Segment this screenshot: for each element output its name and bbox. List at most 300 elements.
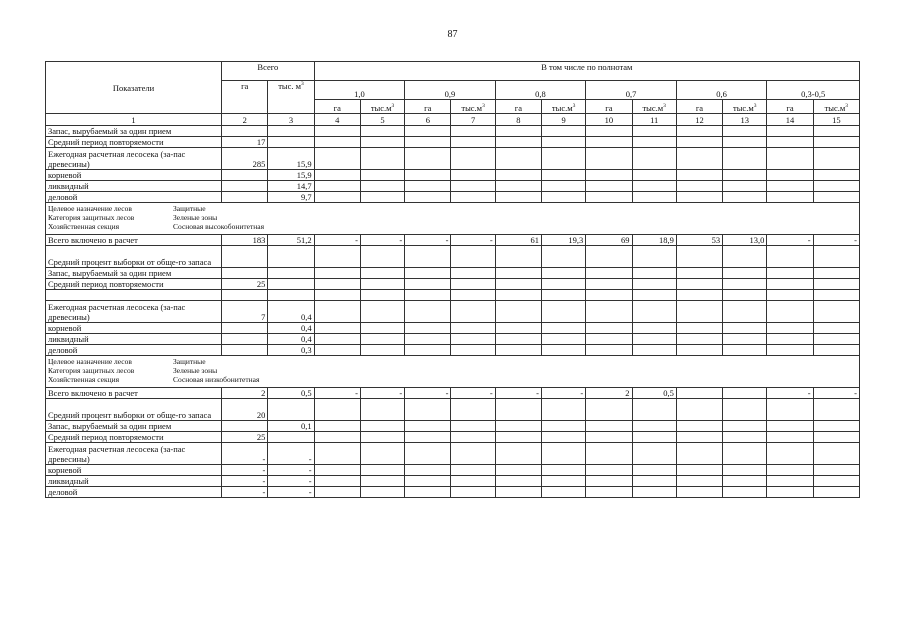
table-cell	[632, 443, 676, 465]
row-label: Запас, вырубаемый за один прием	[46, 268, 222, 279]
table-cell: 7	[222, 301, 268, 323]
table-cell	[314, 192, 360, 203]
table-cell	[360, 399, 404, 421]
table-cell	[723, 323, 767, 334]
table-cell	[767, 443, 813, 465]
table-cell	[586, 301, 632, 323]
table-cell	[767, 290, 813, 301]
table-cell: 20	[222, 399, 268, 421]
table-cell	[495, 170, 541, 181]
table-cell	[268, 126, 314, 137]
table-cell: -	[268, 443, 314, 465]
row-label: Ежегодная расчетная лесосека (за-пас древесины)	[46, 443, 222, 465]
table-cell	[723, 170, 767, 181]
table-cell: -	[222, 443, 268, 465]
table-cell	[813, 126, 859, 137]
table-cell	[360, 170, 404, 181]
table-cell	[542, 345, 586, 356]
table-cell	[268, 399, 314, 421]
table-cell	[495, 192, 541, 203]
table-cell	[723, 137, 767, 148]
section-purpose-line	[48, 204, 857, 213]
table-cell	[632, 323, 676, 334]
table-cell	[360, 487, 404, 498]
table-cell	[676, 268, 722, 279]
table-cell	[451, 246, 495, 268]
table-cell	[314, 465, 360, 476]
table-cell	[268, 137, 314, 148]
table-cell	[586, 323, 632, 334]
table-cell	[405, 137, 451, 148]
table-cell	[767, 192, 813, 203]
table-cell	[360, 126, 404, 137]
row-label: корневой	[46, 465, 222, 476]
density-header: 0,8	[495, 81, 586, 100]
table-cell	[451, 137, 495, 148]
column-number: 2	[222, 114, 268, 126]
table-cell	[632, 334, 676, 345]
table-cell	[222, 421, 268, 432]
table-cell	[360, 268, 404, 279]
table-cell	[314, 170, 360, 181]
row-label: ликвидный	[46, 476, 222, 487]
column-number: 8	[495, 114, 541, 126]
table-cell	[495, 301, 541, 323]
table-cell	[314, 421, 360, 432]
table-cell: -	[314, 235, 360, 246]
table-row	[46, 421, 860, 432]
table-cell	[451, 421, 495, 432]
table-cell: -	[222, 476, 268, 487]
section-unit-value: Сосновая высокобонитетная	[173, 222, 265, 231]
table-cell	[495, 137, 541, 148]
table-cell	[767, 148, 813, 170]
table-cell	[723, 181, 767, 192]
table-cell	[360, 432, 404, 443]
section-unit-line	[48, 222, 857, 231]
row-label: Запас, вырубаемый за один прием	[46, 126, 222, 137]
header-total-ha: га	[222, 81, 268, 114]
table-cell	[542, 137, 586, 148]
table-cell	[676, 181, 722, 192]
table-cell	[451, 268, 495, 279]
table-cell	[495, 345, 541, 356]
table-cell	[813, 148, 859, 170]
table-cell	[222, 323, 268, 334]
table-cell	[542, 443, 586, 465]
table-cell	[495, 323, 541, 334]
table-cell	[676, 279, 722, 290]
table-cell	[676, 148, 722, 170]
table-cell	[268, 432, 314, 443]
density-header: 0,3-0,5	[767, 81, 860, 100]
table-cell	[767, 476, 813, 487]
table-cell	[360, 290, 404, 301]
table-row	[46, 290, 860, 301]
table-cell	[405, 334, 451, 345]
table-cell	[542, 301, 586, 323]
table-cell	[451, 432, 495, 443]
table-cell	[767, 323, 813, 334]
table-cell	[451, 476, 495, 487]
table-cell	[813, 192, 859, 203]
table-cell	[222, 181, 268, 192]
table-row	[46, 137, 860, 148]
table-cell	[360, 476, 404, 487]
table-cell	[405, 432, 451, 443]
table-cell: 17	[222, 137, 268, 148]
table-cell	[586, 170, 632, 181]
table-cell	[586, 465, 632, 476]
table-cell: -	[268, 465, 314, 476]
section-purpose-label: Целевое назначение лесов	[48, 357, 132, 366]
table-cell: -	[314, 388, 360, 399]
table-cell	[360, 246, 404, 268]
table-cell	[222, 334, 268, 345]
table-cell	[632, 148, 676, 170]
table-cell	[405, 170, 451, 181]
table-cell	[676, 126, 722, 137]
table-cell	[632, 268, 676, 279]
table-cell	[314, 268, 360, 279]
section-category-value: Зеленые зоны	[173, 366, 218, 375]
table-cell	[813, 137, 859, 148]
table-cell: 15,9	[268, 170, 314, 181]
row-label: деловой	[46, 192, 222, 203]
table-cell: -	[495, 388, 541, 399]
table-cell	[586, 290, 632, 301]
table-cell: -	[360, 388, 404, 399]
table-cell: 69	[586, 235, 632, 246]
table-cell	[632, 465, 676, 476]
table-cell	[405, 443, 451, 465]
row-label: деловой	[46, 487, 222, 498]
table-cell	[767, 421, 813, 432]
table-cell	[268, 290, 314, 301]
table-cell	[767, 268, 813, 279]
table-cell: 0,5	[632, 388, 676, 399]
table-cell	[222, 246, 268, 268]
table-cell	[632, 345, 676, 356]
table-cell	[632, 301, 676, 323]
table-cell	[314, 487, 360, 498]
table-cell: -	[222, 465, 268, 476]
table-row	[46, 323, 860, 334]
table-cell	[542, 246, 586, 268]
table-cell	[451, 334, 495, 345]
table-cell	[632, 126, 676, 137]
table-cell: 14,7	[268, 181, 314, 192]
table-cell	[632, 279, 676, 290]
table-cell	[405, 399, 451, 421]
row-label: Ежегодная расчетная лесосека (за-пас древесины)	[46, 148, 222, 170]
density-header: 0,6	[676, 81, 767, 100]
table-cell	[676, 443, 722, 465]
table-cell	[451, 170, 495, 181]
table-cell	[542, 487, 586, 498]
table-cell	[813, 290, 859, 301]
table-row	[46, 148, 860, 170]
subheader-ha: га	[767, 100, 813, 114]
table-cell	[314, 323, 360, 334]
subheader-m3: $тыс.м^3$	[451, 100, 495, 114]
column-number: 11	[632, 114, 676, 126]
table-cell	[405, 421, 451, 432]
table-row	[46, 126, 860, 137]
table-cell	[495, 432, 541, 443]
table-cell: 18,9	[632, 235, 676, 246]
table-cell	[723, 290, 767, 301]
table-cell	[405, 192, 451, 203]
row-label: корневой	[46, 323, 222, 334]
table-cell	[767, 279, 813, 290]
table-cell	[767, 432, 813, 443]
table-cell	[586, 487, 632, 498]
section-description	[46, 356, 860, 388]
table-cell	[314, 432, 360, 443]
table-row	[46, 279, 860, 290]
row-label: Ежегодная расчетная лесосека (за-пас древесины)	[46, 301, 222, 323]
table-cell	[495, 334, 541, 345]
table-cell	[314, 345, 360, 356]
table-cell	[676, 487, 722, 498]
table-row	[46, 399, 860, 421]
table-cell	[268, 279, 314, 290]
table-cell	[723, 345, 767, 356]
table-cell	[676, 476, 722, 487]
row-label: корневой	[46, 170, 222, 181]
row-label	[46, 290, 222, 301]
table-row	[46, 465, 860, 476]
table-cell: 19,3	[542, 235, 586, 246]
table-cell	[451, 301, 495, 323]
table-cell	[586, 268, 632, 279]
table-cell	[586, 181, 632, 192]
table-cell: -	[405, 388, 451, 399]
table-cell	[767, 487, 813, 498]
table-cell: 2	[222, 388, 268, 399]
column-number: 1	[46, 114, 222, 126]
table-cell	[676, 345, 722, 356]
table-cell	[767, 170, 813, 181]
table-cell	[495, 476, 541, 487]
section-purpose-label: Целевое назначение лесов	[48, 204, 132, 213]
table-cell	[495, 487, 541, 498]
table-cell	[723, 268, 767, 279]
table-cell	[451, 487, 495, 498]
table-cell	[632, 487, 676, 498]
table-cell	[542, 170, 586, 181]
table-cell: 53	[676, 235, 722, 246]
table-cell: -	[268, 476, 314, 487]
table-cell	[268, 246, 314, 268]
table-row	[46, 301, 860, 323]
subheader-m3: $тыс.м^3$	[723, 100, 767, 114]
table-cell	[314, 301, 360, 323]
table-cell	[767, 126, 813, 137]
table-cell	[676, 301, 722, 323]
table-cell	[723, 465, 767, 476]
row-label: Средний период повторяемости	[46, 432, 222, 443]
subheader-m3: $тыс.м^3$	[360, 100, 404, 114]
table-cell	[586, 246, 632, 268]
table-cell: 0,4	[268, 323, 314, 334]
table-cell	[314, 148, 360, 170]
table-cell	[360, 137, 404, 148]
table-cell: 51,2	[268, 235, 314, 246]
table-cell	[222, 192, 268, 203]
section-unit-label: Хозяйственная секция	[48, 222, 120, 231]
table-cell	[813, 301, 859, 323]
table-cell	[586, 334, 632, 345]
table-cell	[813, 279, 859, 290]
row-label: Всего включено в расчет	[46, 235, 222, 246]
table-cell	[222, 170, 268, 181]
table-cell	[314, 126, 360, 137]
subheader-m3: $тыс.м^3$	[542, 100, 586, 114]
table-cell	[405, 487, 451, 498]
section-header-row	[46, 356, 860, 388]
row-label: деловой	[46, 345, 222, 356]
table-cell	[405, 301, 451, 323]
table-cell	[676, 432, 722, 443]
table-cell	[314, 290, 360, 301]
table-cell	[586, 345, 632, 356]
table-cell: 285	[222, 148, 268, 170]
table-cell	[542, 323, 586, 334]
table-cell	[676, 334, 722, 345]
table-cell: -	[813, 388, 859, 399]
table-cell	[632, 170, 676, 181]
table-cell	[676, 421, 722, 432]
density-header: 0,9	[405, 81, 496, 100]
table-cell	[632, 181, 676, 192]
section-purpose-line	[48, 357, 857, 366]
table-cell	[813, 345, 859, 356]
section-header-row	[46, 203, 860, 235]
table-cell	[813, 465, 859, 476]
table-cell	[813, 334, 859, 345]
table-cell	[542, 268, 586, 279]
table-cell	[632, 476, 676, 487]
header-by-density: В том числе по полнотам	[314, 62, 859, 81]
table-cell	[676, 137, 722, 148]
table-cell	[767, 345, 813, 356]
table-cell	[632, 137, 676, 148]
table-cell	[495, 465, 541, 476]
row-label: Средний период повторяемости	[46, 137, 222, 148]
section-purpose-value: Защитные	[173, 357, 206, 366]
table-cell	[676, 192, 722, 203]
table-cell	[586, 421, 632, 432]
table-cell: -	[268, 487, 314, 498]
table-cell	[542, 148, 586, 170]
table-cell	[405, 476, 451, 487]
table-cell	[813, 443, 859, 465]
density-header: 0,7	[586, 81, 677, 100]
table-cell: 25	[222, 432, 268, 443]
header-total: Всего	[222, 62, 315, 81]
table-cell	[723, 388, 767, 399]
table-cell	[676, 323, 722, 334]
subheader-ha: га	[314, 100, 360, 114]
table-cell	[723, 279, 767, 290]
section-purpose-value: Защитные	[173, 204, 206, 213]
table-row	[46, 181, 860, 192]
table-cell	[676, 246, 722, 268]
table-cell	[360, 443, 404, 465]
table-cell	[495, 268, 541, 279]
table-cell: 13,0	[723, 235, 767, 246]
table-cell	[314, 246, 360, 268]
table-cell: -	[451, 235, 495, 246]
row-label: Средний процент выборки от обще-го запаса	[46, 246, 222, 268]
table-cell	[632, 192, 676, 203]
table-cell	[360, 148, 404, 170]
column-number: 5	[360, 114, 404, 126]
table-cell	[451, 399, 495, 421]
column-number: 14	[767, 114, 813, 126]
table-cell	[222, 126, 268, 137]
table-cell: 183	[222, 235, 268, 246]
table-row	[46, 432, 860, 443]
table-cell	[586, 148, 632, 170]
table-cell	[723, 443, 767, 465]
table-cell	[542, 192, 586, 203]
table-cell	[495, 421, 541, 432]
table-cell	[586, 137, 632, 148]
table-cell	[451, 181, 495, 192]
table-cell	[451, 126, 495, 137]
table-cell	[723, 399, 767, 421]
table-cell	[813, 323, 859, 334]
column-number: 9	[542, 114, 586, 126]
table-row	[46, 246, 860, 268]
section-category-line	[48, 213, 857, 222]
table-cell: 0,1	[268, 421, 314, 432]
table-cell	[405, 268, 451, 279]
subheader-ha: га	[405, 100, 451, 114]
table-cell	[360, 345, 404, 356]
table-cell	[314, 137, 360, 148]
table-cell	[586, 432, 632, 443]
table-cell	[676, 170, 722, 181]
table-cell	[542, 476, 586, 487]
table-cell	[495, 290, 541, 301]
table-cell: -	[542, 388, 586, 399]
table-row	[46, 170, 860, 181]
table-cell	[451, 465, 495, 476]
table-cell	[586, 279, 632, 290]
table-cell	[451, 290, 495, 301]
column-number: 7	[451, 114, 495, 126]
table-cell	[767, 465, 813, 476]
table-cell	[451, 443, 495, 465]
table-cell: 9,7	[268, 192, 314, 203]
table-cell: 25	[222, 279, 268, 290]
table-cell	[813, 181, 859, 192]
table-cell	[813, 246, 859, 268]
table-row	[46, 235, 860, 246]
table-cell	[767, 137, 813, 148]
table-cell	[676, 290, 722, 301]
table-cell	[586, 443, 632, 465]
table-cell	[451, 345, 495, 356]
table-cell: 2	[586, 388, 632, 399]
table-cell	[767, 181, 813, 192]
section-category-value: Зеленые зоны	[173, 213, 218, 222]
calculation-table	[45, 61, 860, 498]
